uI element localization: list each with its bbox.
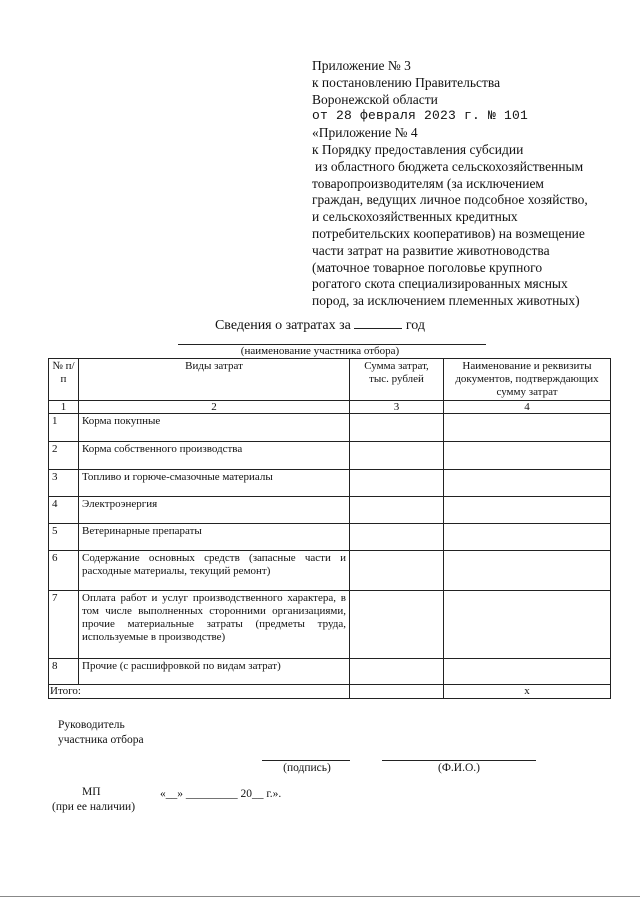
documents-cell[interactable] — [444, 414, 611, 442]
documents-cell[interactable] — [444, 442, 611, 470]
sum-cell[interactable] — [350, 524, 444, 551]
row-number: 6 — [49, 551, 79, 591]
row-label: Содержание основных средств (запасные части и расходные материалы, текущий ремонт) — [79, 551, 350, 591]
full-name-caption: (Ф.И.О.) — [438, 762, 480, 774]
table-row — [49, 470, 611, 497]
head-subtitle: участника отбора — [58, 734, 144, 746]
date-field: «__» _________ 20__ г.». — [160, 788, 282, 800]
stamp-place-note: (при ее наличии) — [52, 801, 136, 813]
row-label: Топливо и горюче-смазочные материалы — [79, 470, 350, 497]
sum-cell[interactable] — [350, 551, 444, 591]
header-documents: Наименование и реквизиты документов, подтверждающих сумму затрат — [444, 359, 611, 401]
title-prefix: Сведения о затратах за — [214, 318, 351, 333]
row-label: Оплата работ и услуг производственного характера, в том числе выполненных сторонними организациями, прочие материальные затраты (предметы труда, используемые в производстве) — [79, 591, 350, 659]
total-sum-cell[interactable] — [350, 685, 444, 699]
table-row — [49, 414, 611, 442]
document-title — [0, 316, 640, 334]
documents-cell[interactable] — [444, 497, 611, 524]
documents-cell[interactable] — [444, 591, 611, 659]
sum-cell[interactable] — [350, 442, 444, 470]
header-line: и сельскохозяйственных кредитных — [312, 209, 518, 225]
documents-cell[interactable] — [444, 524, 611, 551]
documents-cell[interactable] — [444, 551, 611, 591]
header-line: пород, за исключением племенных животных) — [312, 293, 580, 309]
header-num: № п/п — [49, 359, 79, 401]
decree-date-number: от 28 февраля 2023 г. № 101 — [312, 108, 529, 124]
year-blank — [354, 316, 402, 329]
documents-cell[interactable] — [444, 659, 611, 685]
header-line: части затрат на развитие животноводства — [312, 242, 550, 258]
header-line: Воронежской области — [312, 91, 438, 107]
table-row — [49, 442, 611, 470]
page-bottom-rule — [0, 896, 640, 897]
appendix-subtitle: «Приложение № 4 — [312, 125, 418, 141]
row-number: 2 — [49, 442, 79, 470]
sum-cell[interactable] — [350, 659, 444, 685]
header-line: граждан, ведущих личное подсобное хозяйство, — [312, 192, 588, 208]
row-label: Корма покупные — [79, 414, 350, 442]
total-docs-cell: х — [444, 685, 611, 699]
header-line: к постановлению Правительства — [312, 74, 501, 90]
row-number: 7 — [49, 591, 79, 659]
row-number: 8 — [49, 659, 79, 685]
head-title: Руководитель — [58, 719, 125, 731]
participant-name-caption: (наименование участника отбора) — [240, 345, 400, 357]
column-number: 2 — [79, 401, 350, 414]
row-number: 3 — [49, 470, 79, 497]
column-number: 4 — [444, 401, 611, 414]
table-row — [49, 591, 611, 659]
row-label: Электроэнергия — [79, 497, 350, 524]
documents-cell[interactable] — [444, 470, 611, 497]
column-numbers-row — [49, 401, 611, 414]
appendix-number: Приложение № 3 — [312, 58, 411, 73]
table-row — [49, 551, 611, 591]
header-line: рогатого скота специализированных мясных — [312, 276, 568, 292]
row-label: Прочие (с расшифровкой по видам затрат) — [79, 659, 350, 685]
table-row — [49, 497, 611, 524]
header-line: (маточное товарное поголовье крупного — [312, 259, 543, 275]
header-line: товаропроизводителям (за исключением — [312, 175, 544, 191]
column-number: 1 — [49, 401, 79, 414]
header-line: к Порядку предоставления субсидии — [312, 141, 524, 157]
table-row — [49, 659, 611, 685]
sum-cell[interactable] — [350, 470, 444, 497]
stamp-place-label: МП — [82, 786, 101, 798]
table-row — [49, 524, 611, 551]
sum-cell[interactable] — [350, 591, 444, 659]
total-row — [49, 685, 611, 699]
table-header-row — [49, 359, 611, 401]
total-label: Итого: — [49, 685, 350, 699]
full-name-line — [382, 760, 536, 761]
row-number: 1 — [49, 414, 79, 442]
header-cost-type: Виды затрат — [79, 359, 350, 401]
head-signature-label — [58, 718, 144, 748]
signature-caption: (подпись) — [283, 762, 331, 774]
appendix-header — [312, 58, 617, 310]
row-label: Ветеринарные препараты — [79, 524, 350, 551]
row-number: 4 — [49, 497, 79, 524]
column-number: 3 — [350, 401, 444, 414]
header-line: потребительских кооперативов) на возмещение — [312, 225, 585, 241]
title-suffix: год — [405, 318, 426, 333]
signature-line — [262, 760, 350, 761]
sum-cell[interactable] — [350, 414, 444, 442]
header-line: из областного бюджета сельскохозяйственным — [315, 158, 584, 174]
header-sum: Сумма затрат, тыс. рублей — [350, 359, 444, 401]
row-number: 5 — [49, 524, 79, 551]
costs-table — [48, 358, 611, 699]
sum-cell[interactable] — [350, 497, 444, 524]
row-label: Корма собственного производства — [79, 442, 350, 470]
